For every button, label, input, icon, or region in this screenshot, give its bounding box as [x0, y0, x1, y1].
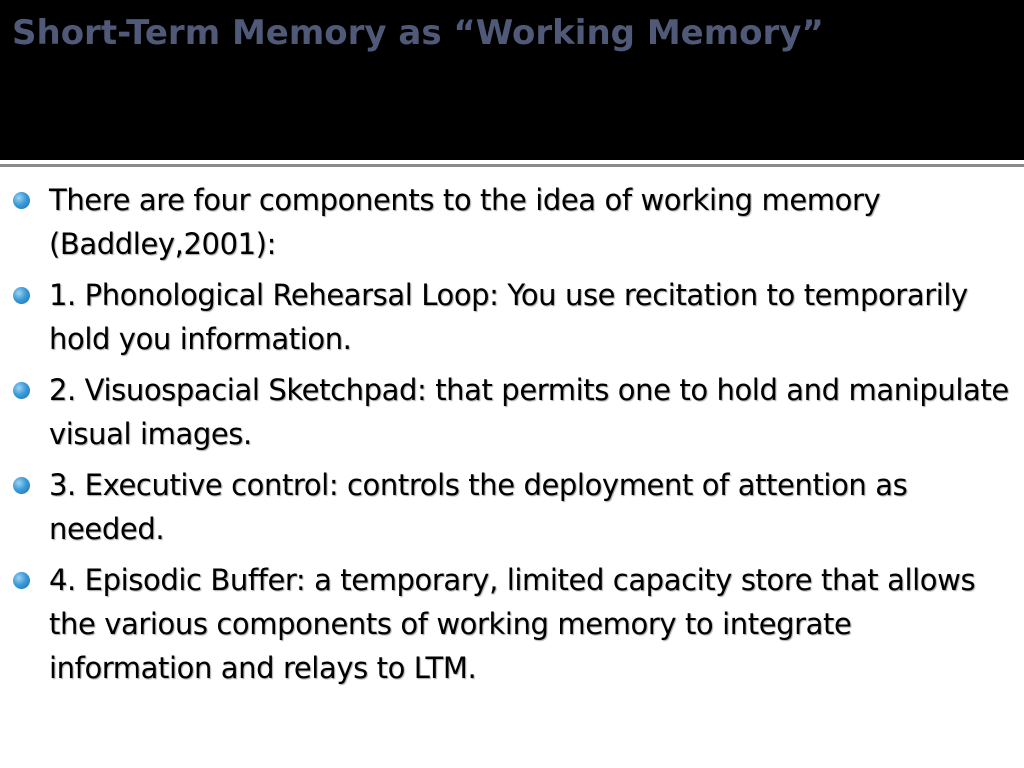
- bullet-text: 2. Visuospacial Sketchpad: that permits one to hold and manipulate visual images.: [49, 373, 1009, 451]
- title-bar: [0, 0, 1024, 160]
- bullet-item-episodic-buffer: [0, 558, 1024, 690]
- bullet-list: [0, 178, 1024, 697]
- bullet-text: There are four components to the idea of working memory (Baddley,2001):: [49, 183, 881, 261]
- bullet-text: 4. Episodic Buffer: a temporary, limited capacity store that allows the various components of working memory to integrate information and relays to LTM.: [49, 563, 976, 685]
- bullet-icon: [13, 192, 30, 209]
- bullet-item-intro: [0, 178, 1024, 266]
- bullet-icon: [13, 572, 30, 589]
- slide-title: Short-Term Memory as “Working Memory”: [12, 13, 824, 53]
- bullet-text: 3. Executive control: controls the deployment of attention as needed.: [49, 468, 908, 546]
- bullet-icon: [13, 287, 30, 304]
- bullet-icon: [13, 382, 30, 399]
- bullet-item-visuospatial-sketchpad: [0, 368, 1024, 456]
- bullet-text: 1. Phonological Rehearsal Loop: You use recitation to temporarily hold you information.: [49, 278, 968, 356]
- bullet-icon: [13, 477, 30, 494]
- title-separator-line: [0, 164, 1024, 167]
- bullet-item-phonological-loop: [0, 273, 1024, 361]
- bullet-item-executive-control: [0, 463, 1024, 551]
